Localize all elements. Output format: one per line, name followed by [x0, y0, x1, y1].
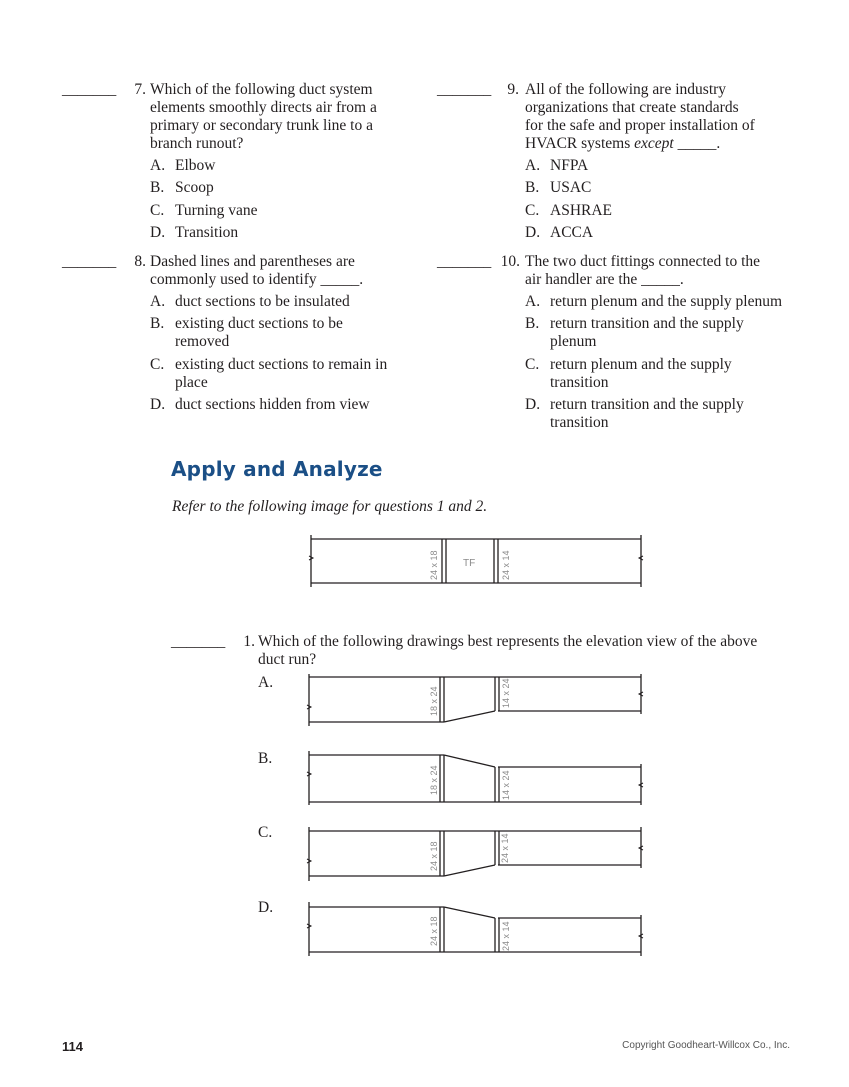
option-b: B. existing duct sections to be removed [150, 315, 343, 351]
option-c: C. return plenum and the supply transition [525, 355, 732, 391]
question-stem [525, 81, 805, 153]
option-b: B. return transition and the supply plenum [525, 315, 744, 351]
option-d: D. return transition and the supply transition [525, 396, 744, 432]
q1-option-c-drawing[interactable] [300, 825, 650, 885]
answer-options [150, 157, 420, 247]
stem-line: organizations that create standards [525, 99, 739, 116]
question-stem [525, 253, 815, 289]
answer-blank[interactable]: _______ [62, 253, 117, 270]
stem-line: All of the following are industry [525, 81, 727, 98]
question-number: 1. [243, 633, 255, 650]
svg-text:24 x 18: 24 x 18 [429, 841, 439, 871]
page-number: 114 [62, 1039, 83, 1054]
question-stem [150, 253, 420, 289]
answer-blank[interactable]: _______ [437, 253, 492, 270]
option-d: D. Transition [150, 224, 239, 242]
stem-line: The two duct fittings connected to the [525, 253, 761, 270]
svg-text:18 x 24: 18 x 24 [429, 686, 439, 716]
option-c: C. Turning vane [150, 201, 258, 219]
option-c: C. existing duct sections to remain in place [150, 355, 388, 391]
option-d: D. duct sections hidden from view [150, 396, 370, 414]
q1-option-d-label: D. [258, 899, 274, 916]
q1-option-a-label: A. [258, 674, 274, 691]
stem-line: Which of the following duct system [150, 81, 373, 98]
stem-line: primary or secondary trunk line to a [150, 117, 373, 134]
section-heading: Apply and Analyze [171, 457, 383, 481]
question-number: 8. [134, 253, 146, 270]
stem-line: Which of the following drawings best represents the elevation view of the above [258, 633, 758, 650]
stem-line: duct run? [258, 651, 317, 668]
q1-option-d-drawing[interactable] [300, 900, 650, 960]
plan-right-size: 24 x 14 [501, 550, 511, 580]
stem-line: elements smoothly directs air from a [150, 99, 377, 116]
question-stem [150, 81, 420, 153]
q1-option-a-drawing[interactable] [300, 672, 650, 732]
option-b: B. USAC [525, 179, 592, 197]
svg-text:14 x 24: 14 x 24 [501, 770, 511, 800]
stem-line: commonly used to identify _____. [150, 271, 364, 288]
stem-line: branch runout? [150, 135, 244, 152]
option-b: B. Scoop [150, 179, 214, 197]
answer-options [525, 293, 825, 437]
svg-text:24 x 14: 24 x 14 [500, 833, 510, 863]
q1-option-c-label: C. [258, 824, 273, 841]
option-c: C. ASHRAE [525, 201, 613, 219]
svg-text:24 x 14: 24 x 14 [501, 921, 511, 951]
plan-left-size: 24 x 18 [429, 550, 439, 580]
copyright-notice: Copyright Goodheart-Willcox Co., Inc. [622, 1040, 790, 1051]
svg-text:14 x 24: 14 x 24 [501, 678, 511, 708]
stem-line: for the safe and proper installation of [525, 117, 755, 134]
plan-transition-label: TF [463, 558, 476, 569]
question-number: 9. [507, 81, 519, 98]
option-a: A. duct sections to be insulated [150, 293, 350, 310]
answer-options [150, 293, 440, 419]
option-a: A. Elbow [150, 157, 216, 174]
option-d: D. ACCA [525, 224, 594, 242]
option-a: A. NFPA [525, 157, 589, 174]
answer-options [525, 157, 795, 247]
svg-text:18 x 24: 18 x 24 [429, 765, 439, 795]
answer-blank[interactable]: _______ [62, 81, 117, 98]
q1-option-b-label: B. [258, 750, 273, 767]
question-number: 7. [134, 81, 146, 98]
stem-line: Dashed lines and parentheses are [150, 253, 355, 270]
section-intro: Refer to the following image for questions 1 and 2. [172, 498, 488, 515]
duct-plan-drawing [300, 530, 650, 590]
stem-line: HVACR systems except _____. [525, 135, 721, 152]
question-stem [258, 633, 818, 669]
svg-text:24 x 18: 24 x 18 [429, 916, 439, 946]
answer-blank[interactable]: _______ [171, 633, 226, 650]
option-a: A. return plenum and the supply plenum [525, 293, 783, 310]
q1-option-b-drawing[interactable] [300, 750, 650, 810]
question-number: 10. [500, 253, 520, 270]
stem-line: air handler are the _____. [525, 271, 684, 288]
answer-blank[interactable]: _______ [437, 81, 492, 98]
